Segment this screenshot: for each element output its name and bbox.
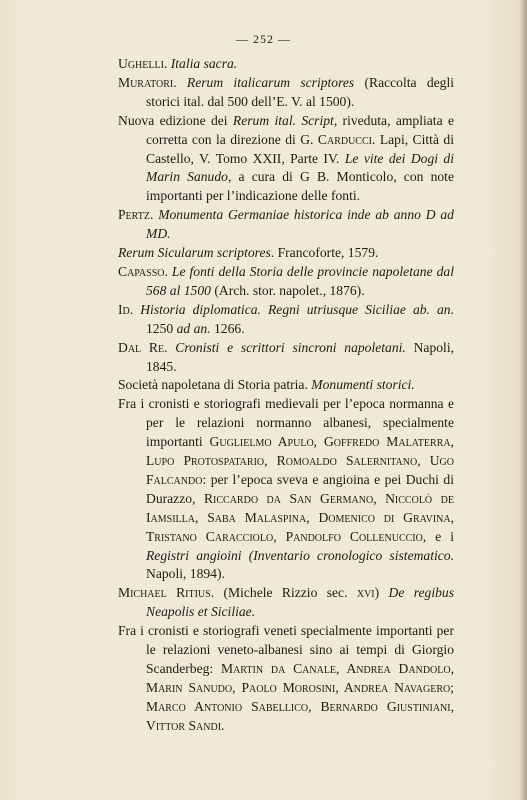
entry-details: (Raccolta degli storici ital. dal 500 dell’E. V. al 1500). <box>146 74 455 109</box>
entry-text: Nuova edizione dei <box>118 112 233 128</box>
entry-details: Napoli, 1845. <box>146 339 455 374</box>
entry-title: Le vite dei Dogi di Marin Sanudo <box>146 150 454 185</box>
entry-title: Italia sacra. <box>170 56 238 71</box>
bibliography-entry <box>118 206 454 244</box>
entry-text: : per l’epoca sveva e angioina e pei Duchi di Durazzo, <box>146 471 454 506</box>
entry-text: , e i <box>422 528 454 544</box>
bibliography-entry <box>118 74 454 112</box>
entry-text: Fra i cronisti e storiografi veneti specialmente importanti per le relazioni veneto-albanesi sino ai tempi di Giorgio Scanderbeg: <box>118 623 454 676</box>
entry-title: Registri angioini (Inventario cronologico sistematico. <box>146 547 454 563</box>
entry-title: Monumenta Germaniae historica inde ab anno D ad MD. <box>146 207 454 242</box>
bibliography-entry <box>118 339 454 377</box>
entry-title: Monumenti storici. <box>311 377 415 393</box>
entry-author: Ughelli. <box>118 56 168 71</box>
bibliography-entry <box>118 263 454 301</box>
entry-author: Dal Re. <box>118 339 168 355</box>
bibliography-list <box>118 55 454 736</box>
entry-author: Muratori. <box>118 74 177 90</box>
entry-title: Cronisti e scrittori sincroni napoletani. <box>175 339 406 355</box>
entry-author: Pertz. <box>118 207 154 223</box>
entry-author: Riccardo da San Germano, Niccolò de Iamsilla, Saba Malaspina, Domenico di Gravina, Tristano Caracciolo, Pandolfo Collenuccio <box>146 490 454 544</box>
entry-details: (Arch. stor. napolet., 1876). <box>210 282 365 298</box>
entry-details: 1266. <box>210 320 245 336</box>
entry-author: Guglielmo Apulo, Goffredo Malaterra, Lupo Protospatario, Romoaldo Salernitano, Ugo Falcando <box>146 434 454 487</box>
entry-details: . Francoforte, 1579. <box>270 245 379 261</box>
entry-text: 1250 <box>146 320 177 336</box>
bibliography-entry <box>118 55 454 74</box>
entry-text: , a cura di G B. Monticolo, con note importanti per l’indicazione delle fonti. <box>146 169 454 204</box>
entry-text: Napoli, 1894). <box>146 566 225 582</box>
bibliography-entry <box>118 376 454 395</box>
entry-text: Fra i cronisti e storiografi medievali per l’epoca normanna e per le relazioni normanno albanesi, specialmente importanti <box>118 396 454 450</box>
entry-title: ad an. <box>176 320 211 336</box>
entry-author: Id. <box>118 301 134 317</box>
entry-title: Le fonti della Storia delle provincie napoletane dal 568 al 1500 <box>146 263 454 298</box>
page-number: — 252 — <box>236 32 291 46</box>
entry-title: De regibus Neapolis et Siciliae. <box>146 585 454 620</box>
bibliography-entry <box>118 584 454 622</box>
entry-century: xvi <box>356 585 375 601</box>
bibliography-entry <box>118 244 454 263</box>
bibliography-entry <box>118 395 454 584</box>
bibliography-entry <box>118 622 454 735</box>
entry-title: Rerum Sicularum scriptores <box>118 245 271 261</box>
entry-author: Capasso. <box>118 263 168 279</box>
entry-text: Società napoletana di Storia patria. <box>118 377 312 393</box>
entry-text: . Lapi, Città di Castello, V. Tomo XXII, Parte IV. <box>146 131 454 166</box>
bibliography-entry <box>118 112 454 207</box>
entry-author: Carducci <box>317 131 372 147</box>
entry-author: Michael Ritius. <box>118 585 215 601</box>
bibliography-entry <box>118 301 454 339</box>
entry-title: Rerum ital. Script <box>232 112 334 128</box>
entry-title: Rerum italicarum scriptores <box>186 74 355 90</box>
entry-text: ) <box>374 585 389 601</box>
entry-text: (Michele Rizzio sec. <box>214 585 357 601</box>
page-edge-shadow <box>519 0 527 800</box>
entry-author: Martin da Canale, Andrea Dandolo, Marin Sanudo, Paolo Morosini, Andrea Navagero; Marco Antonio Sabellico, Bernardo Giustiniani, Vittor Sandi. <box>146 661 454 733</box>
entry-title: Historia diplomatica. Regni utriusque Siciliae ab. an. <box>140 301 454 317</box>
entry-text: , riveduta, ampliata e corretta con la direzione di G. <box>146 112 454 147</box>
